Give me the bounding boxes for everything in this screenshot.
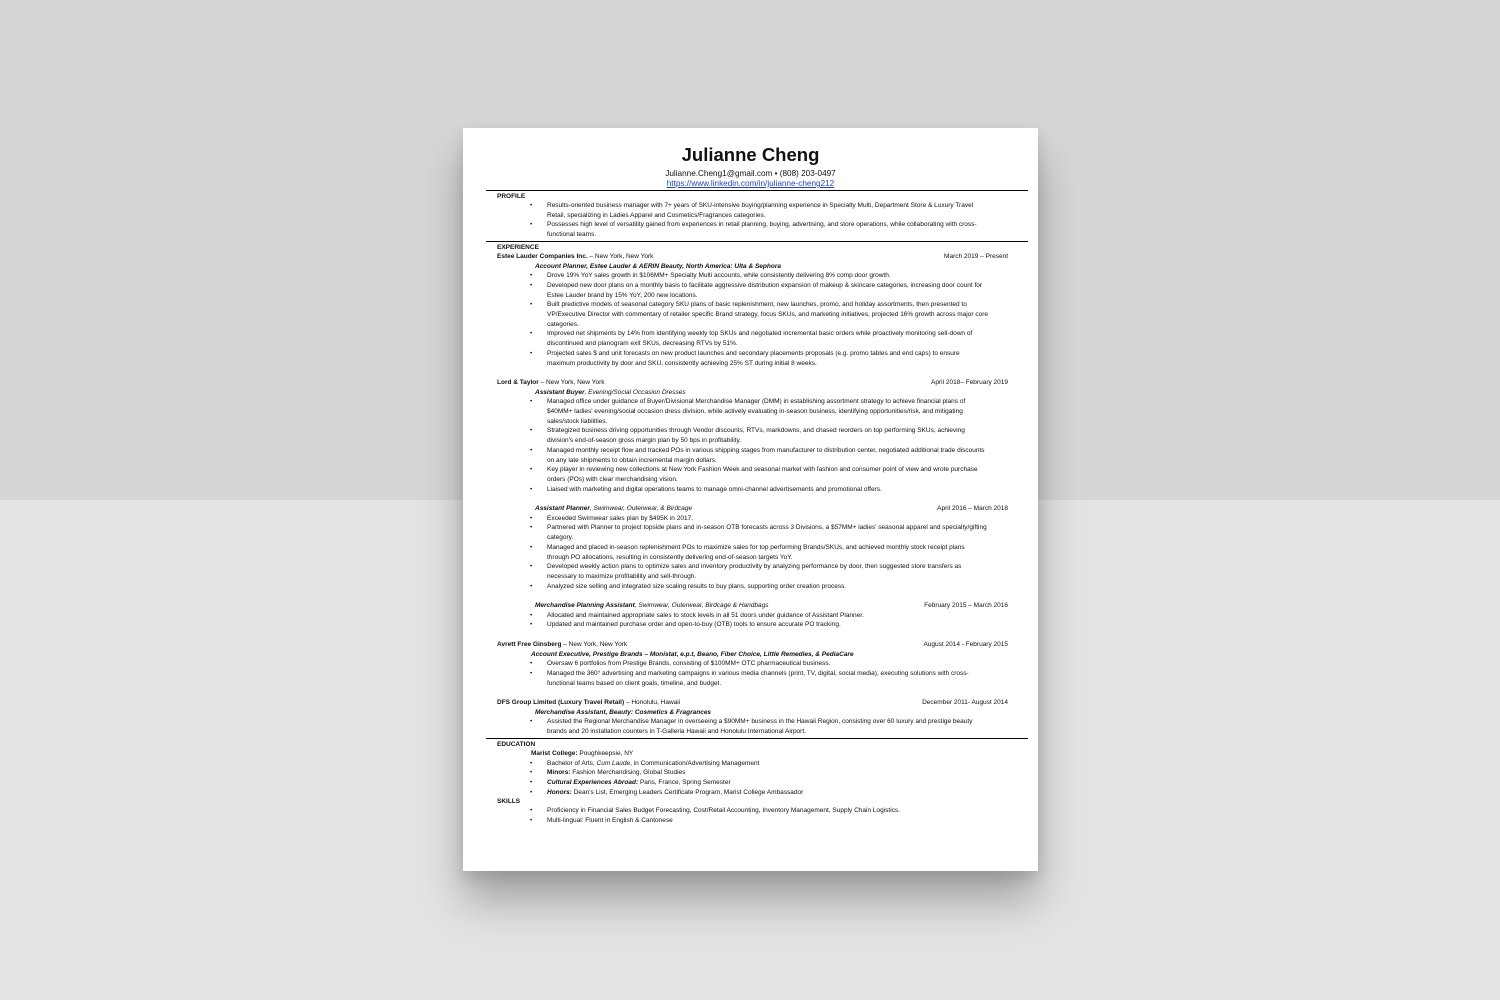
- job-header-merch-assistant: Merchandise Planning Assistant, Swimwear, Outerwear, Birdcage & Handbags February 2015 – March 2016: [535, 602, 1008, 610]
- job-title: Account Executive, Prestige Brands – Monistat, e.p.t, Beano, Fiber Choice, Little Remedies, & PediaCare: [531, 650, 854, 658]
- experience-heading: EXPERIENCE: [497, 243, 539, 251]
- resume-header: [486, 144, 1015, 189]
- school-line: Marist College: Poughkeepsie, NY: [531, 749, 634, 757]
- company-name: DFS Group Limited (Luxury Travel Retail): [497, 699, 625, 707]
- job-dates: April 2016 – March 2018: [937, 505, 1008, 513]
- contact-line: Julianne.Cheng1@gmail.com • (808) 203-0497: [665, 169, 836, 178]
- list-item: • Analyzed size selling and integrated size scaling results to buy plans, supporting order creation process.: [486, 582, 1028, 592]
- job-dates: February 2015 – March 2016: [924, 602, 1008, 610]
- lord-taylor-bullets: [486, 397, 1028, 494]
- job-header-afg: [486, 640, 1028, 650]
- list-item: • Exceeded Swimwear sales plan by $495K in 2017.: [486, 514, 1028, 524]
- section-divider: [486, 241, 1028, 242]
- resume-page: [463, 128, 1038, 871]
- list-item: • Possesses high level of versatility gained from experiences in retail planning, buying, advertising, and store operations, while collaborating with cross-functional teams.: [486, 220, 1028, 239]
- company-name: Lord & Taylor: [497, 378, 539, 386]
- list-item: • Drove 19% YoY sales growth in $106MM+ Specialty Multi accounts, while consistently delivering 8% comp door growth.: [486, 271, 1028, 281]
- list-item: • Assisted the Regional Merchandise Manager in overseeing a $90MM+ business in the Hawaii Region, consisting over 60 luxury and prestige beauty brands and 20 installation counters in T-Galleria Hawaii and Honolulu International Airport.: [486, 717, 1028, 736]
- list-item: • Key player in reviewing new collections at New York Fashion Week and seasonal market with fashion and consumer point of view and wrote purchase orders (POs) with clear merchandising vision.: [486, 465, 1028, 484]
- list-item: • Updated and maintained purchase order and open-to-buy (OTB) tools to ensure accurate PO tracking.: [486, 620, 1028, 630]
- profile-bullets: [486, 201, 1028, 240]
- list-item: • Managed office under guidance of Buyer/Divisional Merchandise Manager (DMM) in establishing assortment strategy to achieve financial plans of $40MM+ ladies' evening/social occasion dress division, while actively evaluating in-season business, identifying opportunities/risk, and mitigating sales/stock liabilities.: [486, 397, 1028, 426]
- skills-bullets: [486, 806, 1028, 825]
- list-item: • Proficiency in Financial Sales Budget Forecasting, Cost/Retail Accounting, Inventory Management, Supply Chain Logistics.: [486, 806, 1028, 816]
- list-item: • Partnered with Planner to project topside plans and in-season OTB forecasts across 3 Divisions, a $57MM+ ladies' seasonal apparel and specialty/gifting category.: [486, 523, 1028, 542]
- job-header-estee: [486, 252, 1028, 262]
- list-item: • Allocated and maintained appropriate sales to stock levels in all 51 doors under guidance of Assistant Planner.: [486, 611, 1028, 621]
- list-item: • Managed the 360° advertising and marketing campaigns in various media channels (print, TV, digital, social media), executing solutions with cross-functional teams based on client goals, timeline, and budget.: [486, 669, 1028, 688]
- job-dates: April 2018– February 2019: [931, 378, 1008, 386]
- company-location: – New York, New York: [587, 252, 654, 260]
- education-heading: EDUCATION: [497, 740, 536, 748]
- afg-bullets: [486, 659, 1028, 688]
- company-name: Estee Lauder Companies Inc.: [497, 252, 588, 260]
- company-location: – New York, New York: [538, 378, 605, 386]
- list-item: • Developed new door plans on a monthly basis to facilitate aggressive distribution expansion of makeup & skincare categories, increasing door count for Estee Lauder brand by 15% YoY, 200 new locations.: [486, 281, 1028, 300]
- job-dates: March 2019 – Present: [944, 252, 1008, 260]
- list-item: • Managed and placed in-season replenishment POs to maximize sales for top performing Brands/SKUs, and achieved monthly stock receipt plans through PO allocations, resulting in consistently delivering end-of-season targets YoY.: [486, 543, 1028, 562]
- company-name: Avrett Free Ginsberg: [497, 640, 562, 648]
- dfs-bullets: [486, 717, 1028, 736]
- list-item: • Minors: Fashion Merchandising, Global Studies: [486, 768, 1028, 778]
- assistant-planner-bullets: [486, 514, 1028, 592]
- job-dates: December 2011- August 2014: [922, 699, 1008, 707]
- list-item: • Developed weekly action plans to optimize sales and inventory productivity by analyzing performance by door, then suggested store transfers as necessary to maximize profitability and sell-through.: [486, 562, 1028, 581]
- list-item: • Liaised with marketing and digital operations teams to manage omni-channel advertisements and promotional offers.: [486, 485, 1028, 495]
- section-divider: [486, 738, 1028, 739]
- job-header-assistant-planner: Assistant Planner, Swimwear, Outerwear, & Birdcage April 2016 – March 2018: [535, 505, 1008, 513]
- estee-bullets: [486, 271, 1028, 368]
- list-item: • Strategized business driving opportunities through Vendor discounts, RTVs, markdowns, and chased reorders on top performing SKUs, achieving division's end-of-season gross margin plan by 50 bps in profitability.: [486, 426, 1028, 445]
- list-item: • Multi-lingual: Fluent in English & Cantonese: [486, 816, 1028, 826]
- list-item: • Built predictive models of seasonal category SKU plans of basic replenishment, new launches, promo, and holiday assortments, then presented to VP/Executive Director with commentary of retailer specific Brand strategy, focus SKUs, and marketing initiatives, projected 16% growth across major core categories.: [486, 300, 1028, 329]
- job-dates: August 2014 - February 2015: [923, 640, 1008, 648]
- company-location: – Honolulu, Hawaii: [624, 699, 681, 707]
- job-title: Assistant Buyer, Evening/Social Occasion Dresses: [535, 388, 686, 396]
- list-item: • Oversaw 6 portfolios from Prestige Brands, consisting of $100MM+ OTC pharmaceutical business.: [486, 659, 1028, 669]
- job-title: Merchandise Assistant, Beauty: Cosmetics & Fragrances: [535, 708, 712, 716]
- list-item: • Projected sales $ and unit forecasts on new product launches and secondary placements proposals (e.g. promo tables and end caps) to ensure maximum productivity by door and SKU, consistently achieving 25% ST during initial 8 weeks.: [486, 349, 1028, 368]
- section-divider: [486, 190, 1028, 191]
- linkedin-link[interactable]: https://www.linkedin.com/in/julianne-cheng212: [666, 179, 835, 188]
- skills-heading: SKILLS: [497, 798, 521, 806]
- job-header-dfs: [486, 698, 1028, 708]
- education-bullets: [486, 759, 1028, 798]
- merch-assistant-bullets: [486, 611, 1028, 630]
- profile-heading: PROFILE: [497, 193, 526, 200]
- list-item: • Cultural Experiences Abroad: Paris, France, Spring Semester: [486, 778, 1028, 788]
- list-item: • Honors: Dean's List, Emerging Leaders Certificate Program, Marist College Ambassador: [486, 788, 1028, 798]
- list-item: • Results-oriented business manager with 7+ years of SKU-intensive buying/planning experience in Specialty Multi, Department Store & Luxury Travel Retail, specializing in Ladies Apparel and Cosmetics/Fragrances categories.: [486, 201, 1028, 220]
- list-item: • Improved net shipments by 14% from identifying weekly top SKUs and negotiated incremental basic orders while proactively monitoring sell-down of discontinued and planogram exit SKUs, decreasing RTVs by 51%.: [486, 329, 1028, 348]
- list-item: • Bachelor of Arts, Cum Laude, in Communication/Advertising Management: [486, 759, 1028, 769]
- list-item: • Managed monthly receipt flow and tracked POs in various shipping stages from manufacturer to distribution center, negotiated additional trade discounts on any late shipments to obtain incremental margin dollars.: [486, 446, 1028, 465]
- job-title: Account Planner, Estee Lauder & AERIN Beauty, North America: Ulta & Sephora: [535, 262, 781, 270]
- job-header-lord-taylor: [486, 378, 1028, 388]
- company-location: – New York, New York: [561, 640, 628, 648]
- candidate-name: Julianne Cheng: [681, 144, 820, 165]
